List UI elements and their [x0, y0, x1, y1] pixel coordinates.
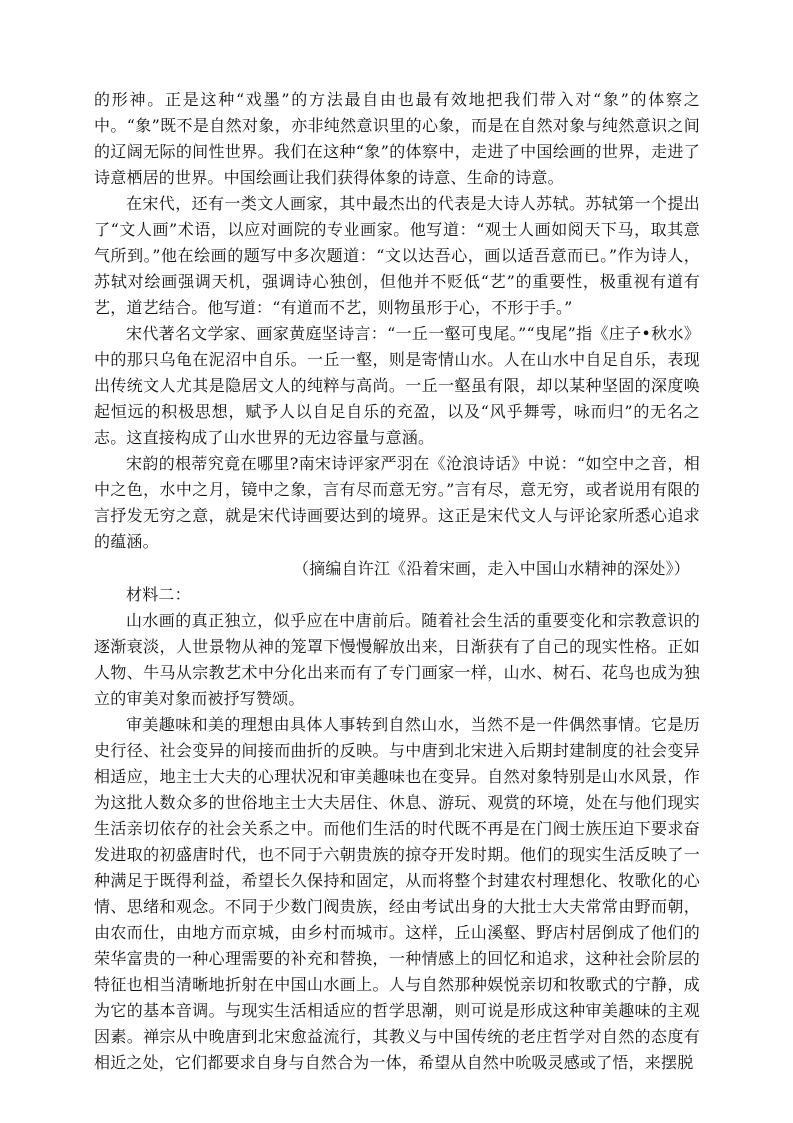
paragraph-huang-tingjian: 宋代著名文学家、画家黄庭坚诗言：“一丘一壑可曳尾。”“曳尾”指《庄子•秋水》中的那只乌龟在泥沼中自乐。一丘一壑，则是寄情山水。人在山水中自足自乐，表现出传统文人尤其是隐居文人的纯粹与高尚。一丘一壑虽有限，却以某种坚固的深度唤起恒远的积极思想，赋予人以自足自乐的充盈，以及“风乎舞雩，咏而归”的无名之志。这直接构成了山水世界的无边容量与意涵。 — [94, 324, 700, 447]
paragraph-landscape-independence: 山水画的真正独立，似乎应在中唐前后。随着社会生活的重要变化和宗教意识的逐渐衰淡，人世景物从神的笼罩下慢慢解放出来，日渐获有了自己的现实性格。正如人物、牛马从宗教艺术中分化出来而有了专门画家一样，山水、树石、花鸟也成为独立的审美对象而被抒写赞颂。 — [94, 611, 700, 708]
paragraph-aesthetic-taste: 审美趣味和美的理想由具体人事转到自然山水，当然不是一件偶然事情。它是历史行径、社会变异的间接而曲折的反映。与中唐到北宋进入后期封建制度的社会变异相适应，地主士大夫的心理状况和审美趣味也在变异。自然对象特别是山水风景，作为这批人数众多的世俗地主士大夫居住、休息、游玩、观赏的环境，处在与他们现实生活亲切依存的社会关系之中。而他们生活的时代既不再是在门阀士族压迫下要求奋发进取的初盛唐时代，也不同于六朝贵族的掠夺开发时期。他们的现实生活反映了一种满足于既得利益，希望长久保持和固定，从而将整个封建农村理想化、牧歌化的心情、思绪和观念。不同于少数门阀贵族，经由考试出身的大批士大夫常常由野而朝，由农而仕，由地方而京城，由乡村而城市。这样，丘山溪壑、野店村居倒成了他们的荣华富贵的一种心理需要的补充和替换，一种情感上的回忆和追求，这种社会阶层的特征也相当清晰地折射在中国山水画上。人与自然那种娱悦亲切和牧歌式的宁静，成为它的基本音调。与现实生活相适应的哲学思潮，则可说是形成这种审美趣味的主观因素。禅宗从中晚唐到北宋愈益流行，其教义与中国传统的老庄哲学对自然的态度有相近之处，它们都要求自身与自然合为一体，希望从自然中吮吸灵感或了悟，来摆脱 — [94, 715, 700, 1072]
paragraph-song-yun: 宋韵的根蒂究竟在哪里?南宋诗评家严羽在《沧浪诗话》中说：“如空中之音，相中之色，水中之月，镜中之象，言有尽而意无穷。”言有尽，意无穷，或者说用有限的言抒发无穷之意，就是宋代诗画要达到的境界。这正是宋代文人与评论家所悉心追求的蕴涵。 — [94, 454, 700, 551]
paragraph-su-shi: 在宋代，还有一类文人画家，其中最杰出的代表是大诗人苏轼。苏轼第一个提出了“文人画”术语，以应对画院的专业画家。他写道：“观士人画如阅天下马，取其意气所到。”他在绘画的题写中多次题道：“文以达吾心，画以适吾意而已。”作为诗人，苏轼对绘画强调天机，强调诗心独创，但他并不贬低“艺”的重要性，极重视有道有艺，道艺结合。他写道：“有道而不艺，则物虽形于心，不形于手。” — [94, 194, 700, 317]
paragraph-continued: 的形神。正是这种“戏墨”的方法最自由也最有效地把我们带入对“象”的体察之中。“象”既不是自然对象，亦非纯然意识里的心象，而是在自然对象与纯然意识之间的辽阔无际的间性世界。我们在这种“象”的体察中，走进了中国绘画的世界，走进了诗意栖居的世界。中国绘画让我们获得体象的诗意、生命的诗意。 — [94, 90, 700, 187]
material-two-heading: 材料二： — [126, 585, 191, 604]
document-page — [94, 87, 700, 1076]
source-citation: （摘编自许江《沿着宋画，走入中国山水精神的深处》） — [292, 559, 690, 578]
